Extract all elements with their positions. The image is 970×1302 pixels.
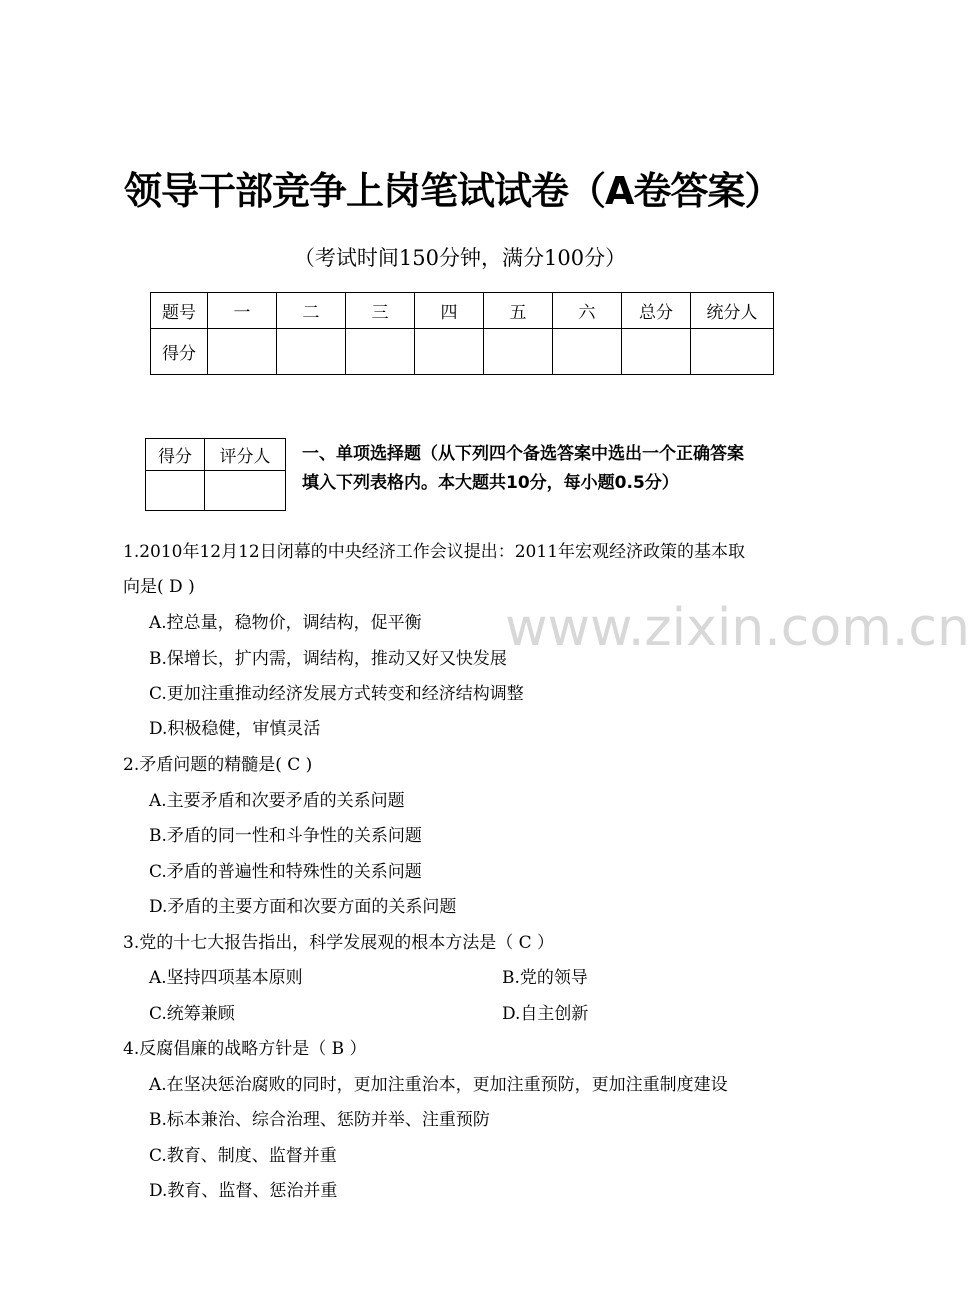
answer-option: B.党的领导: [502, 968, 588, 988]
grader-score-header: 得分: [146, 439, 205, 471]
score-cell[interactable]: [484, 329, 553, 375]
answer-option: D.自主创新: [502, 1004, 589, 1024]
question-stem: 1.2010年12月12日闭幕的中央经济工作会议提出：2011年宏观经济政策的基本取: [123, 542, 746, 562]
question-stem: 2.矛盾问题的精髓是( C ): [123, 755, 313, 775]
question-stem: 4.反腐倡廉的战略方针是（ B ）: [123, 1039, 367, 1059]
answer-option: B.标本兼治、综合治理、惩防并举、注重预防: [149, 1110, 490, 1130]
question-stem: 3.党的十七大报告指出，科学发展观的根本方法是（ C ）: [123, 933, 555, 953]
question-stem: 向是( D ): [123, 577, 195, 597]
watermark: www.zixin.com.cn: [505, 598, 970, 658]
answer-option: D.教育、监督、惩治并重: [149, 1181, 338, 1201]
answer-option: A.在坚决惩治腐败的同时，更加注重治本，更加注重预防，更加注重制度建设: [149, 1075, 728, 1095]
answer-option: C.矛盾的普遍性和特殊性的关系问题: [149, 862, 422, 882]
answer-option: A.坚持四项基本原则: [149, 968, 303, 988]
answer-option: D.积极稳健，审慎灵活: [149, 719, 321, 739]
answer-option: C.统筹兼顾: [149, 1004, 235, 1024]
score-table: [150, 292, 774, 375]
grader-score-cell[interactable]: [146, 471, 205, 511]
page-title: 领导干部竞争上岗笔试试卷（A卷答案）: [124, 169, 782, 213]
answer-option: A.主要矛盾和次要矛盾的关系问题: [149, 791, 405, 811]
answer-option: B.保增长，扩内需，调结构，推动又好又快发展: [149, 649, 507, 669]
grader-name-cell[interactable]: [205, 471, 286, 511]
score-cell[interactable]: [346, 329, 415, 375]
score-cell[interactable]: [277, 329, 346, 375]
answer-option: B.矛盾的同一性和斗争性的关系问题: [149, 826, 422, 846]
exam-info: （考试时间150分钟，满分100分）: [293, 246, 627, 270]
grader-table: [145, 438, 286, 511]
score-header-cell: 四: [415, 293, 484, 329]
grader-name-header: 评分人: [205, 439, 286, 471]
score-header-cell: 统分人: [691, 293, 774, 329]
score-cell[interactable]: [415, 329, 484, 375]
section-heading: [302, 440, 802, 498]
score-header-cell: 总分: [622, 293, 691, 329]
score-row-label: 得分: [151, 329, 208, 375]
score-cell[interactable]: [553, 329, 622, 375]
section-heading-line: 填入下列表格内。本大题共10分，每小题0.5分）: [302, 473, 679, 493]
answer-option: C.教育、制度、监督并重: [149, 1146, 337, 1166]
answer-option: C.更加注重推动经济发展方式转变和经济结构调整: [149, 684, 524, 704]
score-header-cell: 六: [553, 293, 622, 329]
score-header-cell: 三: [346, 293, 415, 329]
section-heading-line: 一、单项选择题（从下列四个备选答案中选出一个正确答案: [302, 444, 744, 464]
score-header-cell: 二: [277, 293, 346, 329]
score-cell[interactable]: [691, 329, 774, 375]
score-cell[interactable]: [208, 329, 277, 375]
score-header-cell: 一: [208, 293, 277, 329]
score-header-cell: 五: [484, 293, 553, 329]
score-cell[interactable]: [622, 329, 691, 375]
answer-option: A.控总量，稳物价，调结构，促平衡: [149, 613, 422, 633]
score-header-cell: 题号: [151, 293, 208, 329]
answer-option: D.矛盾的主要方面和次要方面的关系问题: [149, 897, 457, 917]
